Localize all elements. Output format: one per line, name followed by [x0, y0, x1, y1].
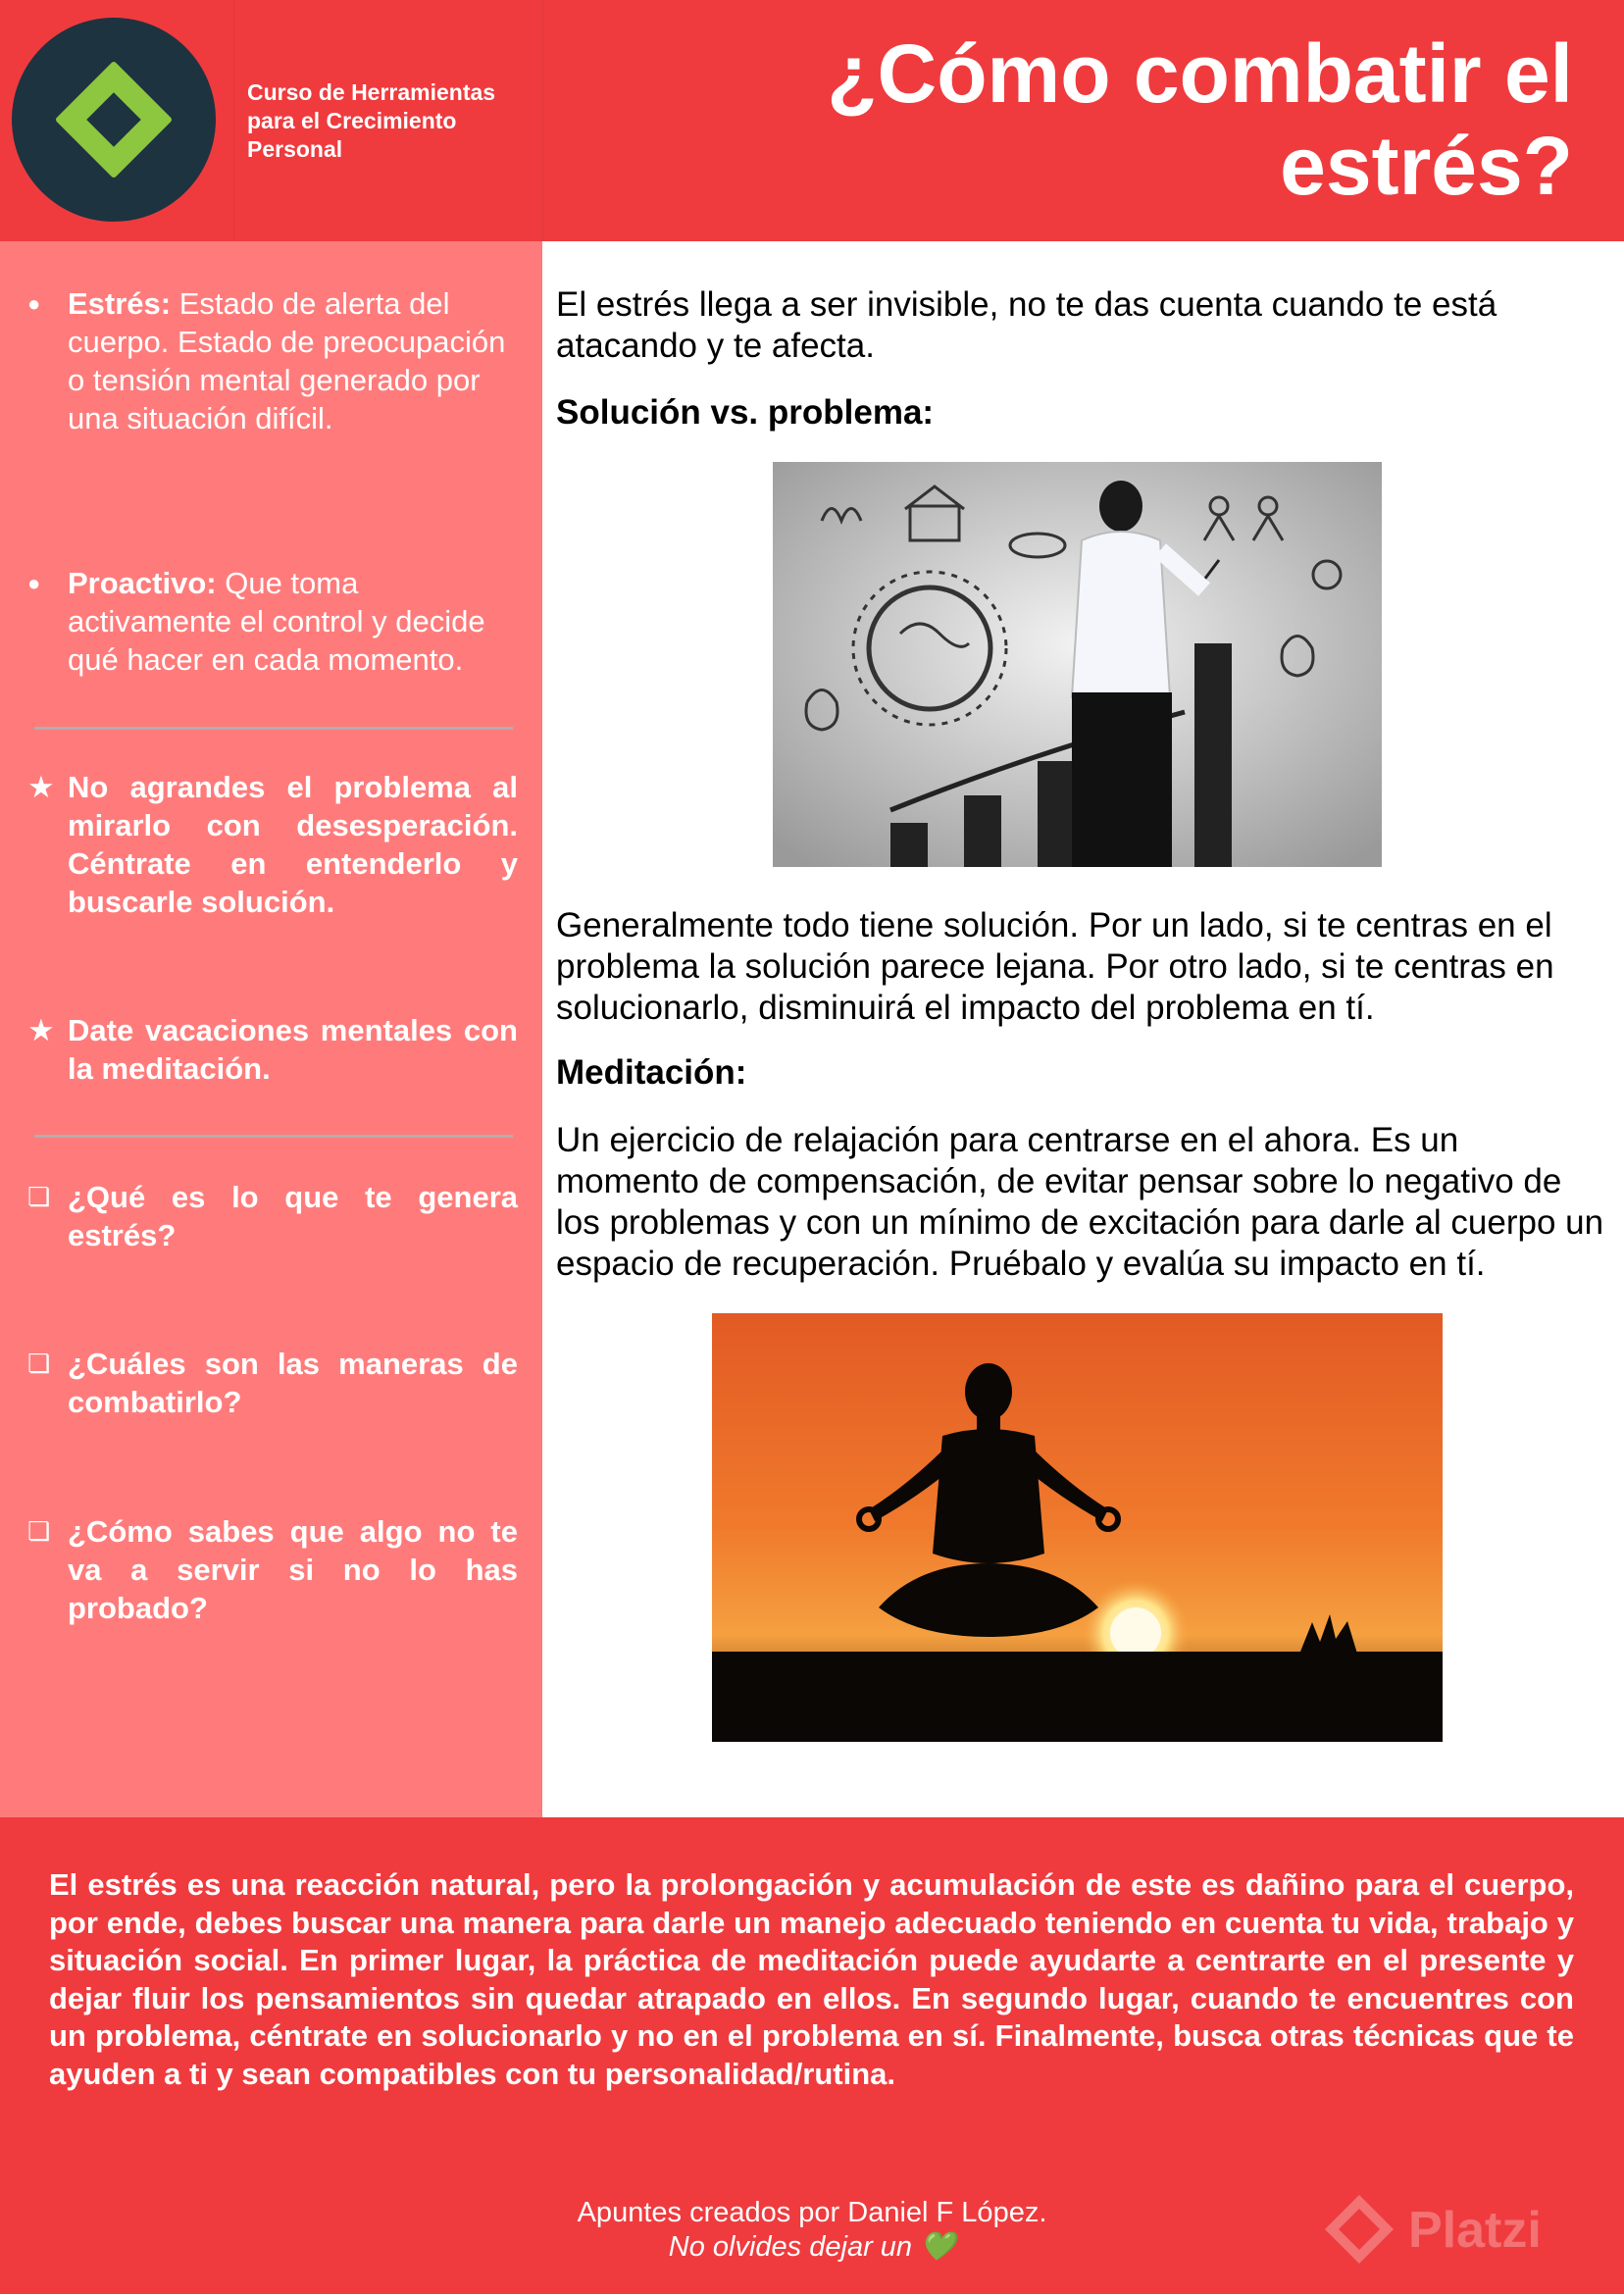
checkbox-icon: ❏ [27, 1516, 51, 1546]
course-title: Curso de Herramientas para el Crecimiento Personal [247, 79, 496, 162]
platzi-logo-icon [12, 18, 216, 222]
summary-paragraph: El estrés es una reacción natural, pero la prolongación y acumulación de este es dañino para el cuerpo, por ende, debes buscar una manera para darle un manejo adecuado teniendo en cuenta tu vida, trabajo y situación social. En primer lugar, la práctica de meditación puede ayudarte a centrarte en el presente y dejar fluir los pensamientos sin quedar atrapado en ellos. En segundo lugar, cuando te encuentres con un problema, céntrate en solucionarlo y no en el problema en sí. Finalmente, busca otras técnicas que te ayuden a ti y sean compatibles con tu personalidad/rutina. [49, 1867, 1574, 2091]
platzi-logo [12, 18, 216, 222]
definition-term: Proactivo: [68, 566, 217, 600]
question-item [27, 1178, 518, 1254]
question-text: ¿Cuáles son las maneras de combatirlo? [68, 1347, 518, 1419]
growth-chart-illustration [773, 462, 1382, 867]
section-heading-solucion: Solución vs. problema: [556, 393, 935, 432]
definition-text: Estado de alerta del cuerpo. Estado de preocupación o tensión mental generado por una situación difícil. [68, 286, 506, 435]
star-icon: ★ [27, 1013, 55, 1047]
checkbox-icon: ❏ [27, 1182, 51, 1211]
header [0, 0, 1624, 241]
platzi-watermark-icon [1320, 2180, 1614, 2278]
intro-paragraph: El estrés llega a ser invisible, no te das cuenta cuando te está atacando y te afecta. [556, 285, 1497, 365]
reminder-text: No olvides dejar un 💚 [668, 2231, 956, 2263]
question-text: ¿Cómo sabes que algo no te va a servir si no lo has probado? [68, 1514, 518, 1625]
question-item [27, 1512, 518, 1627]
section-heading-meditacion: Meditación: [556, 1053, 747, 1092]
tip-text: Date vacaciones mentales con la meditación. [68, 1013, 518, 1086]
divider [34, 1135, 513, 1138]
solucion-paragraph: Generalmente todo tiene solución. Por un lado, si te centras en el problema la solución parece lejana. Por otro lado, si te centras en solucionarlo, disminuirá el impacto del problema en tí. [556, 906, 1554, 1027]
definition-term: Estrés: [68, 286, 172, 321]
sidebar [0, 241, 542, 1817]
author-credit: Apuntes creados por Daniel F López. [577, 2197, 1047, 2228]
bullet-icon: ● [27, 571, 41, 595]
question-item [27, 1345, 518, 1421]
meditacion-paragraph: Un ejercicio de relajación para centrarse en el ahora. Es un momento de compensación, de evitar pensar sobre lo negativo de los problemas y con un mínimo de excitación para darle al cuerpo un espacio de recuperación. Pruébalo y evalúa su impacto en tí. [556, 1121, 1604, 1283]
question-text: ¿Qué es lo que te genera estrés? [68, 1180, 518, 1252]
page-title: ¿Cómo combatir el estrés? [827, 27, 1573, 212]
tip-text: No agrandes el problema al mirarlo con desesperación. Céntrate en entenderlo y buscarle solución. [68, 770, 518, 919]
tip-item [27, 768, 518, 921]
meditation-sunset-photo [712, 1313, 1443, 1742]
definition-proactivo [27, 564, 518, 679]
star-icon: ★ [27, 770, 55, 804]
divider [34, 727, 513, 730]
checkbox-icon: ❏ [27, 1349, 51, 1378]
tip-item [27, 1011, 518, 1088]
definition-estres [27, 284, 518, 437]
definition-text: Que toma activamente el control y decide qué hacer en cada momento. [68, 566, 485, 677]
footer [0, 1817, 1624, 2294]
watermark-text: Platzi [1408, 2202, 1542, 2259]
bullet-icon: ● [27, 291, 41, 316]
main-content [542, 241, 1624, 1817]
